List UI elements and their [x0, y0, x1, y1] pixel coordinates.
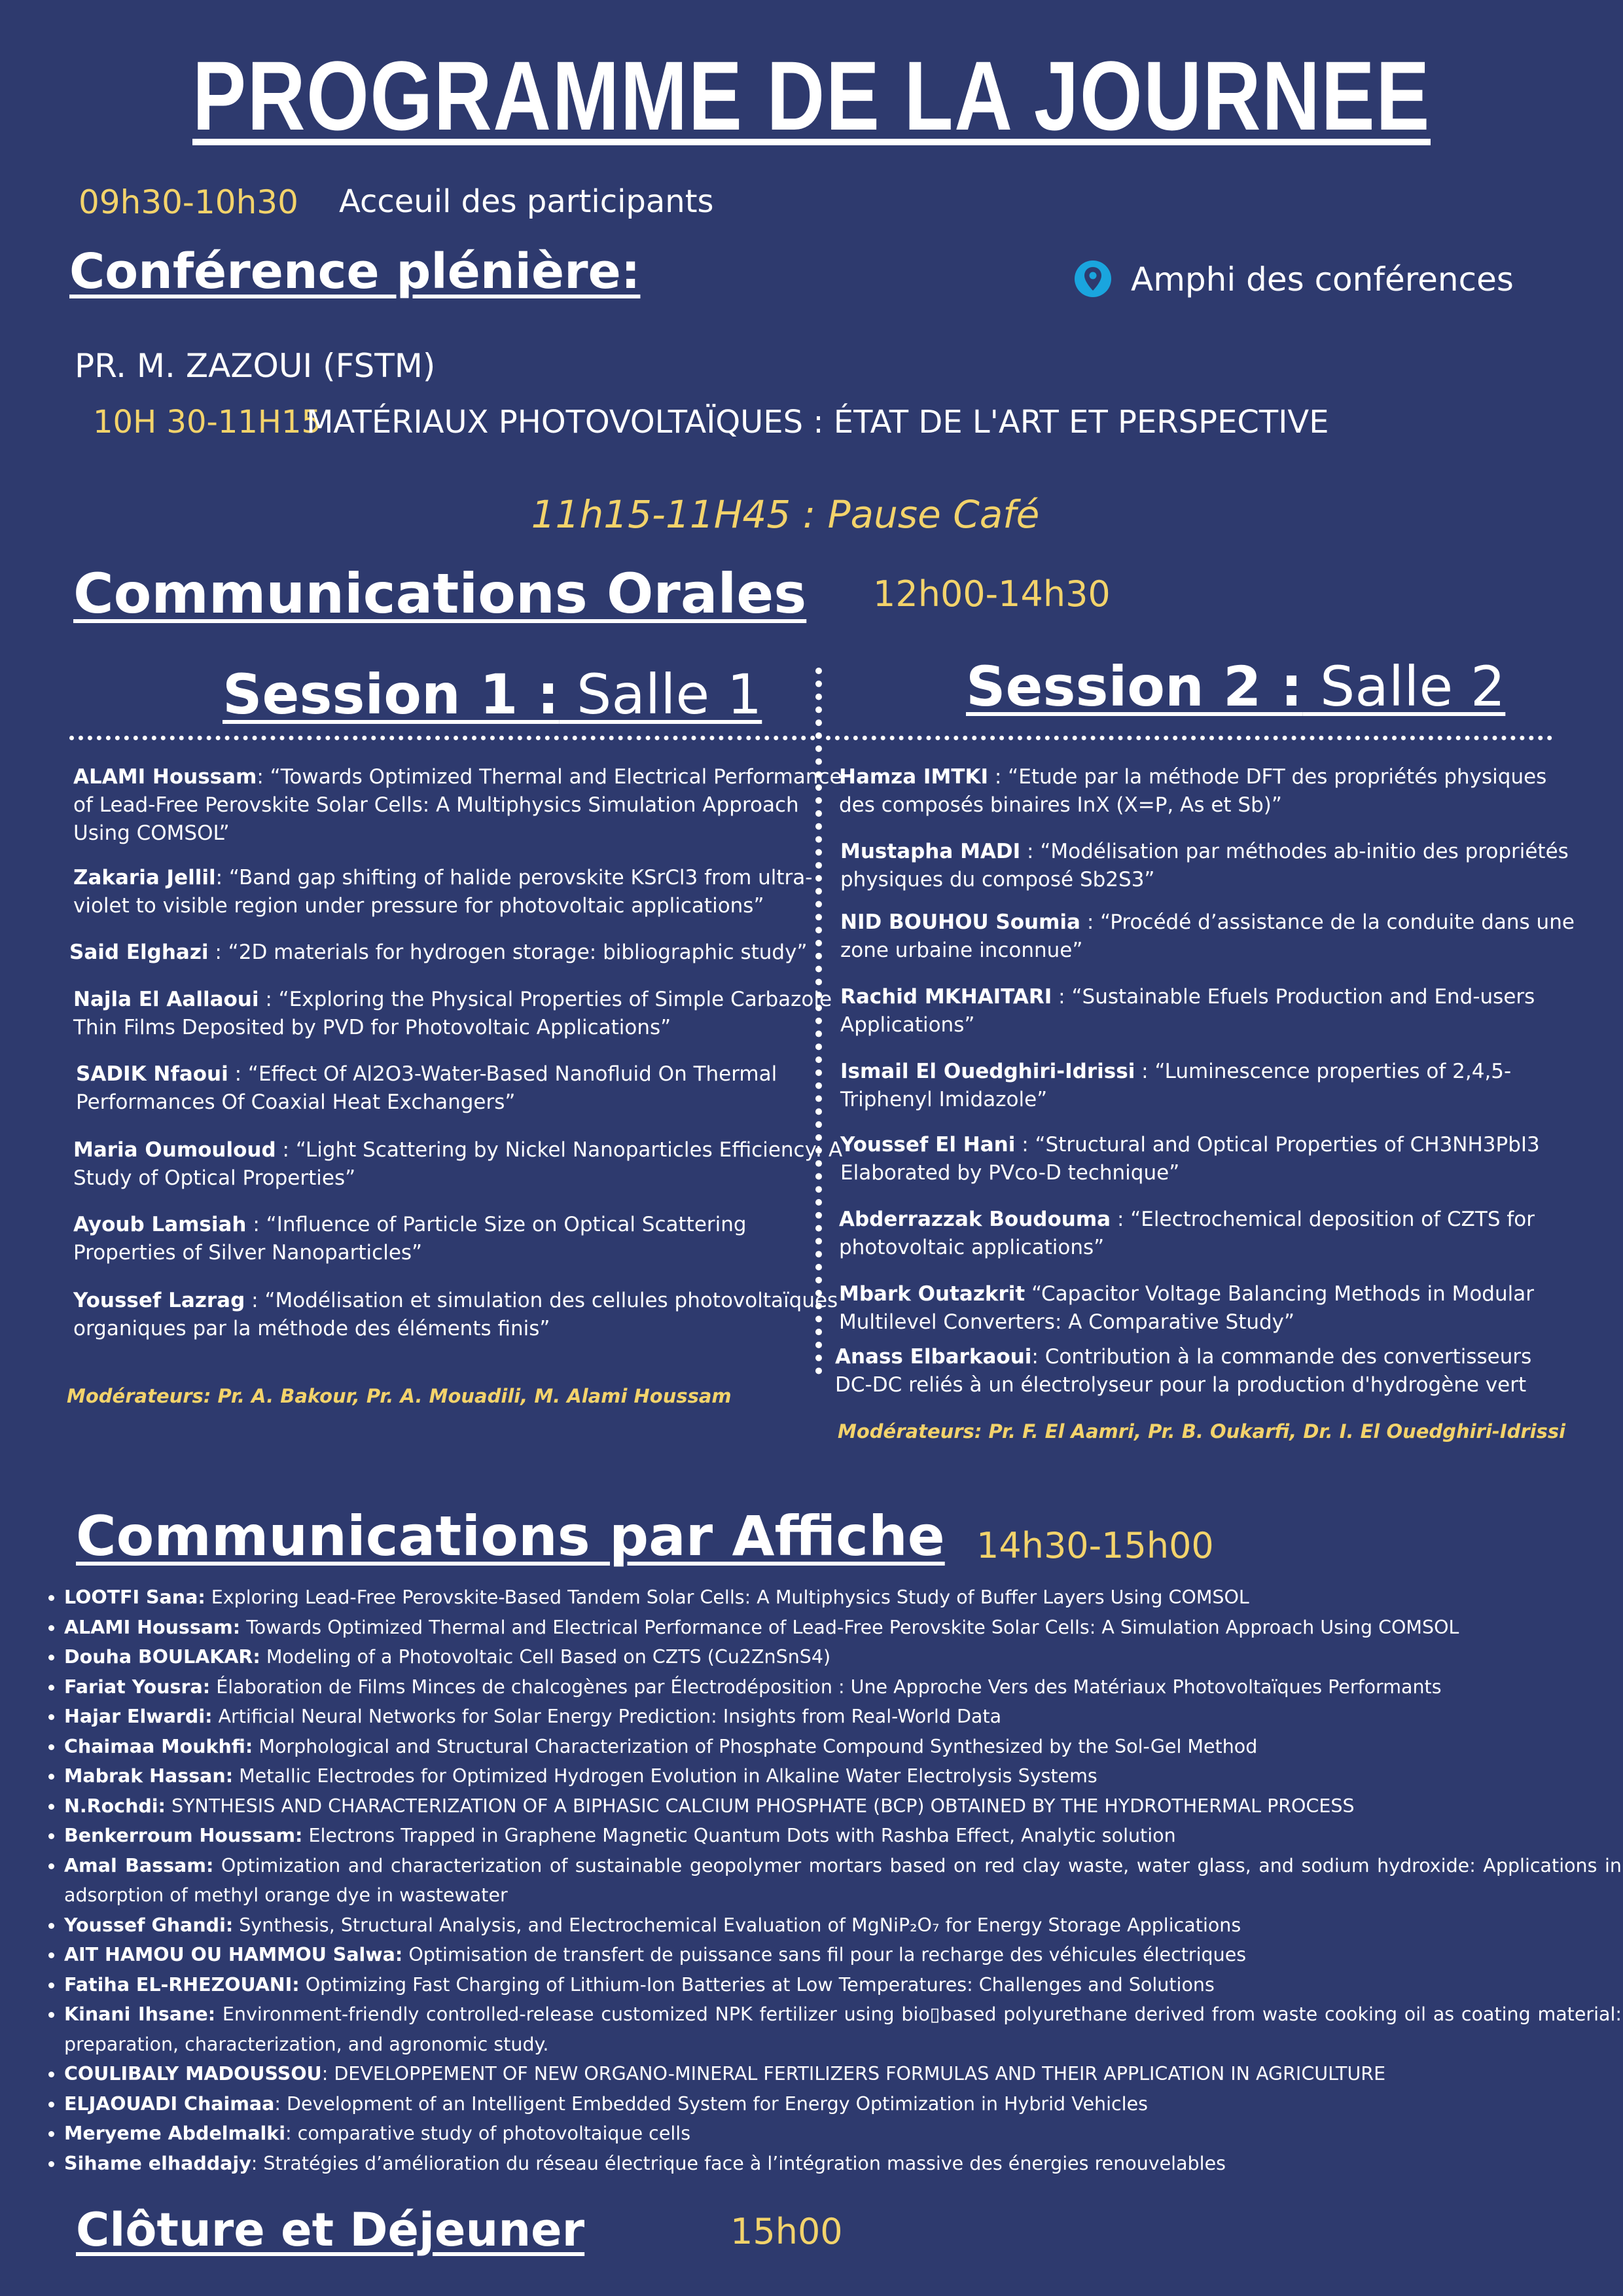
s1-talk-3: Said Elghazi : “2D materials for hydrogen storage: bibliographic study” — [69, 941, 808, 964]
welcome-time: 09h30-10h30 — [79, 183, 298, 221]
s2-talk-9: Anass Elbarkaoui: Contribution à la commande des convertisseurs DC-DC reliés à un électrolyseur pour la production d'hydrogène vert — [835, 1345, 1532, 1397]
list-item: • ALAMI Houssam: Towards Optimized Thermal and Electrical Performance of Lead-Free Perovskite Solar Cells: A Simulation Approach Using COMSOL — [64, 1613, 1622, 1643]
s1-talk-6: Maria Oumouloud : “Light Scattering by Nickel Nanoparticles Efficiency: A Study of Optical Properties” — [73, 1138, 843, 1190]
list-item: • Douha BOULAKAR: Modeling of a Photovoltaic Cell Based on CZTS (Cu2ZnSnS4) — [64, 1642, 1622, 1672]
closing-label: Clôture et Déjeuner — [76, 2203, 585, 2257]
list-item: • AIT HAMOU OU HAMMOU Salwa: Optimisation de transfert de puissance sans fil pour la recharge des véhicules électriques — [64, 1940, 1622, 1970]
plenary-time: 10H 30-11H15 — [93, 404, 322, 440]
list-item: • Chaimaa Moukhfi: Morphological and Structural Characterization of Phosphate Compound Synthesized by the Sol-Gel Method — [64, 1732, 1622, 1762]
list-item: • Kinani Ihsane: Environment-friendly controlled-release customized NPK fertilizer using bio▯based polyurethane derived from waste cooking oil as coating material: preparation, characterization, and agronomic study. — [64, 2000, 1622, 2059]
s1-talk-1: ALAMI Houssam: “Towards Optimized Thermal and Electrical Performance of Lead-Free Perovskite Solar Cells: A Multiphysics Simulation Approach Using COMSOL” — [73, 765, 842, 845]
session1-moderators: Modérateurs: Pr. A. Bakour, Pr. A. Mouadili, M. Alami Houssam — [67, 1385, 732, 1407]
session1-divider — [69, 736, 815, 740]
s2-talk-8: Mbark Outazkrit “Capacitor Voltage Balancing Methods in Modular Multilevel Converters: A Comparative Study” — [839, 1282, 1534, 1334]
s1-talk-4: Najla El Aallaoui : “Exploring the Physical Properties of Simple Carbazole Thin Films Deposited by PVD for Photovoltaic Applications” — [73, 988, 832, 1039]
list-item: • Mabrak Hassan: Metallic Electrodes for Optimized Hydrogen Evolution in Alkaline Water Electrolysis Systems — [64, 1761, 1622, 1791]
plenary-speaker: PR. M. ZAZOUI (FSTM) — [75, 347, 436, 385]
list-item: • Fariat Yousra: Élaboration de Films Minces de chalcogènes par Électrodéposition : Une Approche Vers des Matériaux Photovoltaïques Performants — [64, 1672, 1622, 1702]
s1-talk-8: Youssef Lazrag : “Modélisation et simulation des cellules photovoltaïques organiques par la méthode des éléments finis” — [73, 1289, 838, 1340]
closing-time: 15h00 — [730, 2211, 843, 2252]
orales-heading: Communications Orales — [73, 562, 807, 626]
list-item: • Meryeme Abdelmalki: comparative study of photovoltaique cells — [64, 2119, 1622, 2149]
list-item: • Hajar Elwardi: Artificial Neural Networks for Solar Energy Prediction: Insights from Real-World Data — [64, 1702, 1622, 1732]
affiche-time: 14h30-15h00 — [976, 1525, 1214, 1566]
session2-room: Salle 2 — [1320, 655, 1506, 719]
list-item: • LOOTFI Sana: Exploring Lead-Free Perovskite-Based Tandem Solar Cells: A Multiphysics Study of Buffer Layers Using COMSOL — [64, 1583, 1622, 1613]
page-title: PROGRAMME DE LA JOURNEE — [192, 41, 1431, 151]
s2-talk-1: Hamza IMTKI : “Etude par la méthode DFT des propriétés physiques des composés binaires InX (X=P, As et Sb)” — [839, 765, 1547, 817]
list-item: • Sihame elhaddajy: Stratégies d’amélioration du réseau électrique face à l’intégration massive des énergies renouvelables — [64, 2149, 1622, 2179]
session2-label: Session 2 : — [966, 655, 1303, 719]
session1-title — [223, 662, 762, 726]
plenary-location: Amphi des conférences — [1131, 260, 1514, 298]
plenary-topic: MATÉRIAUX PHOTOVOLTAÏQUES : ÉTAT DE L'ART ET PERSPECTIVE — [306, 404, 1329, 440]
poster-list — [39, 1583, 1622, 2178]
s2-talk-6: Youssef El Hani : “Structural and Optical Properties of CH3NH3PbI3 Elaborated by PVco-D technique” — [840, 1133, 1540, 1185]
list-item: • ELJAOUADI Chaimaa: Development of an Intelligent Embedded System for Energy Optimization in Hybrid Vehicles — [64, 2089, 1622, 2119]
session2-divider — [826, 736, 1552, 740]
plenary-heading: Conférence plénière: — [69, 243, 641, 300]
session1-room: Salle 1 — [577, 662, 762, 726]
list-item: • Amal Bassam: Optimization and characterization of sustainable geopolymer mortars based on red clay waste, water glass, and sodium hydroxide: Applications in adsorption of methyl orange dye in wastewater — [64, 1851, 1622, 1910]
list-item: • Fatiha EL-RHEZOUANI: Optimizing Fast Charging of Lithium-Ion Batteries at Low Temperatures: Challenges and Solutions — [64, 1970, 1622, 2000]
session2-moderators: Modérateurs: Pr. F. El Aamri, Pr. B. Oukarfi, Dr. I. El Ouedghiri-Idrissi — [838, 1420, 1566, 1443]
session1-label: Session 1 : — [223, 662, 560, 726]
list-item: • N.Rochdi: SYNTHESIS AND CHARACTERIZATION OF A BIPHASIC CALCIUM PHOSPHATE (BCP) OBTAINED BY THE HYDROTHERMAL PROCESS — [64, 1791, 1622, 1821]
welcome-label: Acceuil des participants — [339, 183, 714, 220]
list-item: • COULIBALY MADOUSSOU: DEVELOPPEMENT OF NEW ORGANO-MINERAL FERTILIZERS FORMULAS AND THEIR APPLICATION IN AGRICULTURE — [64, 2059, 1622, 2089]
map-pin-icon — [1075, 260, 1111, 297]
s2-talk-5: Ismail El Ouedghiri-Idrissi : “Luminescence properties of 2,4,5-Triphenyl Imidazole” — [840, 1060, 1512, 1111]
orales-time: 12h00-14h30 — [873, 573, 1111, 615]
s2-talk-7: Abderrazzak Boudouma : “Electrochemical deposition of CZTS for photovoltaic applications” — [839, 1208, 1535, 1259]
s1-talk-2: Zakaria Jellil: “Band gap shifting of halide perovskite KSrCl3 from ultra-violet to visible region under pressure for photovoltaic applications” — [73, 866, 813, 918]
list-item: • Youssef Ghandi: Synthesis, Structural Analysis, and Electrochemical Evaluation of MgNiP₂O₇ for Energy Storage Applications — [64, 1910, 1622, 1941]
s1-talk-7: Ayoub Lamsiah : “Influence of Particle Size on Optical Scattering Properties of Silver Nanoparticles” — [73, 1213, 747, 1265]
s2-talk-3: NID BOUHOU Soumia : “Procédé d’assistance de la conduite dans une zone urbaine inconnue” — [840, 910, 1575, 962]
s1-talk-5: SADIK Nfaoui : “Effect Of Al2O3-Water-Based Nanofluid On Thermal Performances Of Coaxial Heat Exchangers” — [76, 1062, 777, 1114]
s2-talk-4: Rachid MKHAITARI : “Sustainable Efuels Production and End-users Applications” — [840, 985, 1535, 1037]
list-item: • Benkerroum Houssam: Electrons Trapped in Graphene Magnetic Quantum Dots with Rashba Effect, Analytic solution — [64, 1821, 1622, 1851]
session2-title — [966, 655, 1505, 719]
coffee-break: 11h15-11H45 : Pause Café — [531, 492, 1040, 537]
s2-talk-2: Mustapha MADI : “Modélisation par méthodes ab-initio des propriétés physiques du composé Sb2S3” — [840, 840, 1569, 891]
affiche-heading: Communications par Affiche — [76, 1504, 945, 1568]
